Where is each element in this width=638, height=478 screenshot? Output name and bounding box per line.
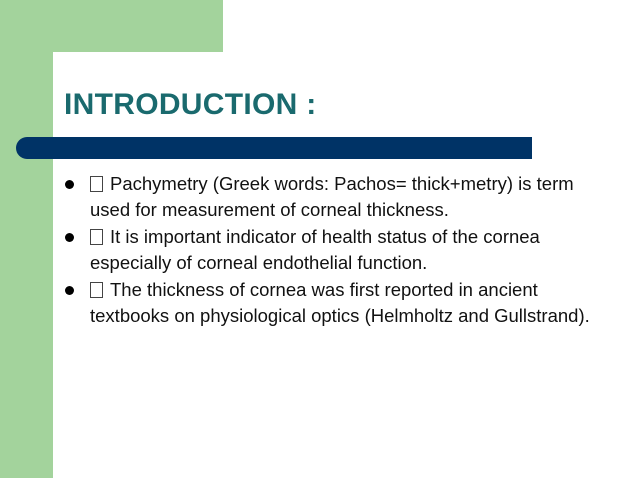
- bullet-dot-icon: [65, 286, 74, 295]
- bullet-text: It is important indicator of health status of the cornea especially of corneal endothelial function.: [90, 226, 540, 273]
- bullet-item: [62, 171, 602, 223]
- bullet-dot-icon: [65, 233, 74, 242]
- bullet-item: [62, 277, 602, 329]
- missing-glyph-icon: [90, 176, 103, 192]
- bullet-text: The thickness of cornea was first reported in ancient textbooks on physiological optics (Helmholtz and Gullstrand).: [90, 279, 590, 326]
- missing-glyph-icon: [90, 282, 103, 298]
- slide-title: INTRODUCTION :: [64, 88, 317, 121]
- title-underline-bar: [16, 137, 532, 159]
- bullet-text: Pachymetry (Greek words: Pachos= thick+metry) is term used for measurement of corneal thickness.: [90, 173, 574, 220]
- green-accent-left: [0, 0, 53, 478]
- bullet-list: [62, 171, 602, 330]
- green-accent-top: [0, 0, 223, 52]
- missing-glyph-icon: [90, 229, 103, 245]
- bullet-dot-icon: [65, 180, 74, 189]
- bullet-item: [62, 224, 602, 276]
